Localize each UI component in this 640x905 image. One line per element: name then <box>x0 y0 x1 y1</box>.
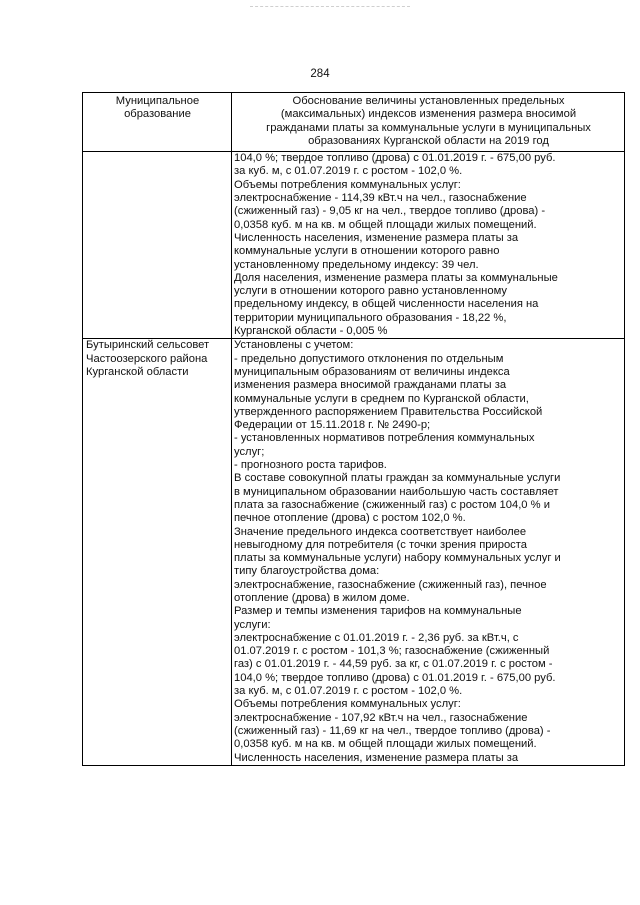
justification-text-line: предельному индексу, в общей численности населения на <box>234 298 539 311</box>
justification-text-line: изменения размера вносимой гражданами платы за <box>234 379 507 392</box>
justification-text-line: Объемы потребления коммунальных услуг: <box>234 698 461 711</box>
justification-text-line: Курганской области - 0,005 % <box>234 325 388 338</box>
justification-text-line: услуги в отношении которого равно установленному <box>234 285 507 298</box>
justification-text-line: 0,0358 куб. м на кв. м общей площади жилых помещений. <box>234 738 537 751</box>
municipality-text-line: Курганской области <box>86 365 189 378</box>
justification-text-line: коммунальные услуги в среднем по Курганской области, <box>234 392 529 405</box>
justification-text-line: (сжиженный газ) - 11,69 кг на чел., твердое топливо (дрова) - <box>234 724 551 737</box>
table-row <box>83 339 625 766</box>
justification-text-line: плата за газоснабжение (сжиженный газ) с ростом 104,0 % и <box>234 498 550 511</box>
justification-text-line: Значение предельного индекса соответствует наиболее <box>234 525 527 538</box>
header-text-line: гражданами платы за коммунальные услуги в муниципальных <box>266 121 591 134</box>
header-justification <box>232 93 625 152</box>
justification-text-line: невыгодному для потребителя (с точки зрения прироста <box>234 538 527 551</box>
justification-text-line: утвержденного распоряжением Правительства Российской <box>234 405 543 418</box>
municipality-cell <box>83 152 232 339</box>
justification-text-line: электроснабжение с 01.01.2019 г. - 2,36 руб. за кВт.ч, с <box>234 631 519 644</box>
justification-text-line: Численность населения, изменение размера платы за <box>234 231 519 244</box>
justification-text-line: типу благоустройства дома: <box>234 565 380 578</box>
municipality-text-line: Бутыринский сельсовет <box>86 339 210 352</box>
justification-text-line: услуг; <box>234 445 265 458</box>
justification-text-line: (сжиженный газ) - 9,05 кг на чел., твердое топливо (дрова) - <box>234 205 546 218</box>
justification-text-line: - установленных нормативов потребления коммунальных <box>234 432 535 445</box>
scan-artifact <box>250 6 410 9</box>
justification-text-line: Численность населения, изменение размера платы за <box>234 751 519 764</box>
justification-text-line: печное отопление (дрова) с ростом 102,0 %. <box>234 512 466 525</box>
justification-text-line: за куб. м, с 01.07.2019 г. с ростом - 102,0 %. <box>234 685 463 698</box>
justification-text-line: - прогнозного роста тарифов. <box>234 459 387 472</box>
justification-text-line: газ) с 01.01.2019 г. - 44,59 руб. за кг, с 01.07.2019 г. с ростом - <box>234 658 553 671</box>
justification-text-line: установленному предельному индексу: 39 чел. <box>234 258 479 271</box>
justification-text-line: электроснабжение - 114,39 кВт.ч на чел., газоснабжение <box>234 192 527 205</box>
justification-text-line: Размер и темпы изменения тарифов на коммунальные <box>234 605 522 618</box>
justification-text-line: 104,0 %; твердое топливо (дрова) с 01.01.2019 г. - 675,00 руб. <box>234 152 556 165</box>
justification-text-line: услуги: <box>234 618 271 631</box>
justification-text-line: 01.07.2019 г. с ростом - 101,3 %; газоснабжение (сжиженный <box>234 645 550 658</box>
justification-text-line: электроснабжение - 107,92 кВт.ч на чел., газоснабжение <box>234 711 528 724</box>
justification-text-line: в муниципальном образовании наибольшую часть составляет <box>234 485 559 498</box>
justification-text-line: территории муниципального образования - 18,22 %, <box>234 311 507 324</box>
justification-text-line: - предельно допустимого отклонения по отдельным <box>234 352 504 365</box>
justification-text-line: Установлены с учетом: <box>234 339 354 352</box>
justification-text-line: Федерации от 15.11.2018 г. № 2490-р; <box>234 419 431 432</box>
page-number: 284 <box>310 68 330 80</box>
header-municipality <box>83 93 232 152</box>
header-text-line: образование <box>124 108 191 121</box>
municipality-text-line: Частоозерского района <box>86 352 208 365</box>
table-header-row <box>83 93 625 152</box>
justification-text-line: Доля населения, изменение размера платы за коммунальные <box>234 271 558 284</box>
justification-text-line: муниципальным образованиям от величины индекса <box>234 365 510 378</box>
justification-text-line: В составе совокупной платы граждан за коммунальные услуги <box>234 472 561 485</box>
justification-text-line: за куб. м, с 01.07.2019 г. с ростом - 102,0 %. <box>234 165 463 178</box>
header-text-line: Муниципальное <box>115 95 200 107</box>
header-text-line: образованиях Курганской области на 2019 год <box>308 134 549 147</box>
header-text-line: Обоснование величины установленных предельных <box>292 95 565 107</box>
justification-cell <box>232 152 625 339</box>
justification-cell <box>232 339 625 766</box>
tariff-justification-table <box>82 92 625 766</box>
justification-text-line: 0,0358 куб. м на кв. м общей площади жилых помещений. <box>234 218 537 231</box>
justification-text-line: электроснабжение, газоснабжение (сжиженный газ), печное <box>234 578 547 591</box>
municipality-cell <box>83 339 232 766</box>
header-text-line: (максимальных) индексов изменения размера вносимой <box>280 108 577 121</box>
justification-text-line: отопление (дрова) в жилом доме. <box>234 591 410 604</box>
justification-text-line: платы за коммунальные услуги) набору коммунальных услуг и <box>234 552 561 565</box>
justification-text-line: Объемы потребления коммунальных услуг: <box>234 178 461 191</box>
justification-text-line: 104,0 %; твердое топливо (дрова) с 01.01.2019 г. - 675,00 руб. <box>234 671 556 684</box>
table-row <box>83 152 625 339</box>
justification-text-line: коммунальные услуги в отношении которого равно <box>234 245 500 258</box>
